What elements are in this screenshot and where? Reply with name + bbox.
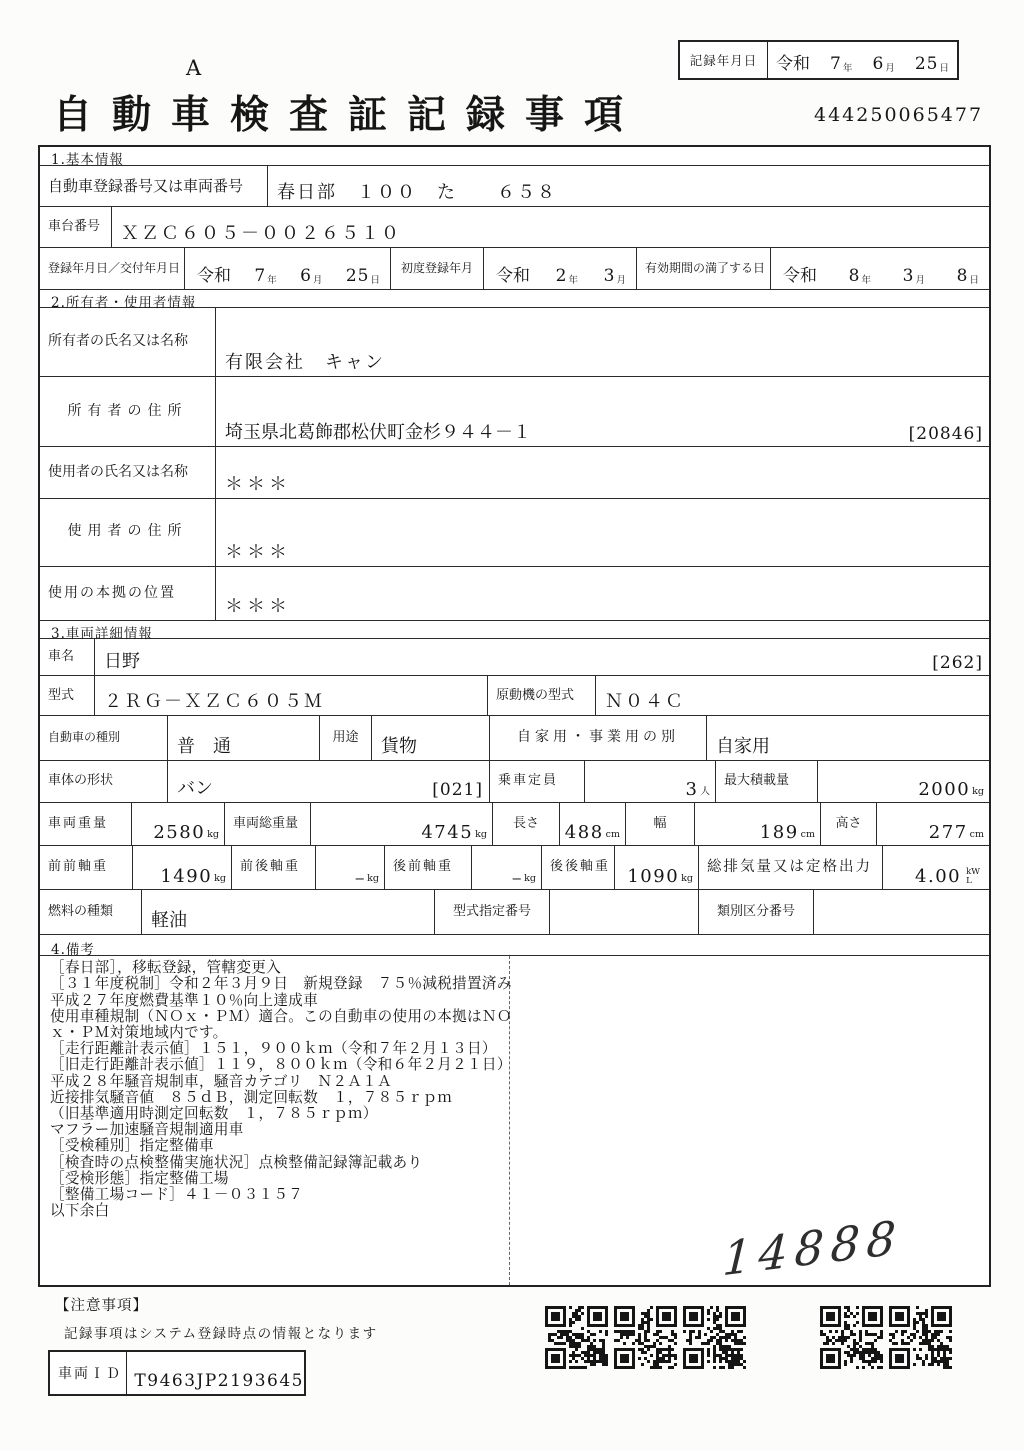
handwritten-number: 14888 [720,1209,904,1287]
remark-line: ［受検形態］指定整備工場 [50,1169,229,1187]
owner-address-value-cell [216,377,989,446]
width-label: 幅 [626,803,695,845]
vehicle-weight-value [132,803,225,845]
axle-ff-value [133,846,232,890]
axle-fr-number: − [354,872,366,888]
remarks-row [40,956,989,1285]
length-label: 長さ [493,803,560,845]
ownership-label: 自家用・事業用の別 [490,716,707,760]
first-registration-era: 令和 [496,265,530,286]
kg-unit: kg [214,873,226,885]
ownership-value: 自家用 [716,735,770,757]
expiry-date-value [771,248,989,289]
axle-rf-number: − [511,872,523,888]
fuel-value: 軽油 [142,890,435,934]
base-location-row [40,567,989,622]
car-name-value: 日野 [104,651,140,673]
displacement-label: 総排気量又は定格出力 [699,846,883,890]
remark-line: ［３１年度税制］令和２年３月９日 新規登録 ７５％減税措置済み [50,975,512,993]
gross-weight-number: 4745 [421,821,474,843]
kg-unit: kg [681,873,693,885]
month-unit: 月 [885,63,895,74]
kg-unit: kg [367,873,379,885]
qr-code [889,1306,952,1369]
expiry-date-label: 有効期間の満了する日 [637,248,771,289]
model-value: ２ＲＧ－ＸＺＣ６０５Ｍ [95,676,488,715]
section1-heading: 1.基本情報 [40,147,989,166]
capacity-label: 乗車定員 [490,761,585,802]
registration-date-label: 登録年月日／交付年月日 [40,248,185,289]
section2-heading: 2.所有者・使用者情報 [40,290,989,308]
class-number-value [814,890,989,934]
vehicle-kind-row [40,716,989,761]
length-value [560,803,626,845]
vehicle-id-box [48,1350,306,1396]
record-date-month [872,54,894,74]
expiry-date-month-num: 3 [902,265,915,286]
axle-rf-value [472,846,542,890]
owner-address-row [40,377,989,447]
remark-line: ［走行距離計表示値］１５１，９００ｋｍ（令和７年２月１３日） [50,1040,497,1058]
user-name-value: ＊＊＊ [225,473,291,495]
qr-code [683,1306,746,1369]
vehicle-kind-value: 普 通 [168,716,320,760]
user-name-label: 使用者の氏名又は名称 [40,447,216,498]
expiry-date-month [903,266,925,286]
record-date-day-num: 25 [914,54,939,74]
axle-ff-label: 前前軸重 [40,846,133,890]
body-shape-label: 車体の形状 [40,761,168,802]
notice-text: 記録事項はシステム登録時点の情報となります [64,1326,378,1342]
remark-line: ［旧走行距離計表示値］１１９，８００ｋｍ（令和６年２月２１日） [50,1056,512,1074]
first-registration-label: 初度登録年月 [391,248,484,289]
type-designation-label: 型式指定番号 [435,890,550,934]
axle-fr-value [316,846,385,890]
page-corner-mark: A [186,56,202,80]
qr-code [545,1306,608,1369]
chassis-number-value: ＸＺＣ６０５－００２６５１０ [121,222,401,244]
registration-date-month-num: 6 [300,265,312,286]
length-number: 488 [564,821,604,843]
expiry-date-day [957,266,979,286]
day-unit: 日 [370,274,380,286]
axle-rr-number: 1090 [627,866,680,888]
car-name-value-cell [95,639,989,675]
kg-unit: kg [207,828,219,840]
remark-line: 以下余白 [50,1202,110,1220]
section4-heading: 4.備考 [40,935,989,956]
owner-address-value: 埼玉県北葛飾郡松伏町金杉９４４－１ [225,422,531,443]
remark-line: マフラー加速騒音規制適用車 [50,1121,244,1139]
type-designation-value [550,890,699,934]
first-registration-year [556,266,578,286]
remark-line: ［検査時の点検整備実施状況］点検整備記録簿記載あり [50,1153,423,1171]
day-unit: 日 [939,63,949,74]
remark-line: ｘ・ＰＭ対策地域内です。 [50,1024,228,1042]
first-registration-month [604,266,626,286]
kg-unit: kg [972,785,984,797]
record-date-year-num: 7 [830,54,842,74]
remark-line: ［整備工場コード］４１－０３１５７ [50,1186,304,1204]
width-value [695,803,821,845]
first-registration-year-num: 2 [555,265,568,286]
car-name-row [40,639,989,676]
cm-unit: cm [800,828,815,840]
owner-name-value: 有限会社 キャン [225,352,385,374]
max-load-label: 最大積載量 [716,761,818,802]
expiry-date-year-num: 8 [848,265,861,286]
record-date-value [768,42,957,78]
axle-rf-label: 後前軸重 [385,846,472,890]
registration-date-day [346,266,380,286]
base-location-label: 使用の本拠の位置 [40,567,216,621]
cm-unit: cm [969,828,984,840]
kw-unit: kW [966,866,980,877]
max-load-number: 2000 [918,778,971,800]
record-date-year [830,54,852,74]
registration-date-era: 令和 [197,265,231,286]
height-value [877,803,989,845]
user-name-row [40,447,989,499]
axle-weights-row [40,846,989,891]
expiry-date-era: 令和 [783,265,817,286]
remarks-list [40,956,510,1285]
cm-unit: cm [605,828,620,840]
expiry-date-year [849,266,871,286]
vehicle-id-label: 車両ＩＤ [50,1352,127,1394]
user-address-label: 使用者の住所 [40,499,216,566]
section3-heading: 3.車両詳細情報 [40,621,989,639]
kg-unit: kg [475,828,487,840]
max-load-value [818,761,989,802]
user-address-value: ＊＊＊ [225,541,291,563]
registration-date-year-num: 7 [254,265,267,286]
vehicle-id-value: T9463JP2193645 [134,1371,304,1391]
document-number: 444250065477 [814,104,984,126]
qr-code [614,1306,677,1369]
year-unit: 年 [842,63,853,74]
first-registration-value [484,248,637,289]
registration-number-label: 自動車登録番号又は車両番号 [40,166,268,206]
axle-rr-value [615,846,699,890]
remark-line: ［受検種別］指定整備車 [50,1137,214,1155]
record-date-label: 記録年月日 [680,42,768,78]
year-unit: 年 [267,274,277,286]
owner-name-label: 所有者の氏名又は名称 [40,308,216,377]
remarks-right-area [510,956,989,1285]
registration-number-value: 春日部 １００ た ６５８ [277,181,557,203]
year-unit: 年 [568,274,578,286]
class-number-label: 類別区分番号 [699,890,814,934]
vehicle-weight-number: 2580 [153,821,206,843]
body-shape-value: バン [177,777,213,799]
month-unit: 月 [915,274,925,286]
remark-line: 使用車種規制（ＮＯｘ・ＰＭ）適合。この自動車の使用の本拠はＮＯ [50,1007,512,1025]
owner-name-row [40,308,989,378]
main-table [38,145,991,1287]
displacement-number: 4.00 [915,866,962,888]
model-row [40,676,989,716]
kg-unit: kg [524,873,536,885]
year-unit: 年 [861,274,871,286]
model-label: 型式 [40,676,95,715]
gross-weight-value [311,803,493,845]
car-name-label: 車名 [40,639,95,675]
capacity-value [585,761,716,802]
chassis-number-label: 車台番号 [40,207,112,247]
kw-per-l-unit [966,868,980,886]
owner-address-code: [20846] [908,424,983,444]
axle-rr-label: 後後軸重 [542,846,615,890]
weights-row [40,803,989,846]
record-date-month-num: 6 [872,54,885,74]
page-title: 自動車検査証記録事項 [53,92,644,138]
capacity-number: 3 [685,778,699,800]
width-number: 189 [759,821,799,843]
chassis-number-row [40,207,989,248]
record-date-box [678,40,959,80]
l-unit: L [966,875,972,886]
registration-date-year [254,266,276,286]
remark-line: 平成２７年度燃費基準１０％向上達成車 [50,991,319,1009]
qr-code [820,1306,883,1369]
month-unit: 月 [312,274,323,286]
registration-date-value [185,248,391,289]
first-registration-month-num: 3 [603,265,616,286]
body-shape-row [40,761,989,803]
user-address-row [40,499,989,567]
dates-row [40,248,989,290]
remark-line: 近接排気騒音値 ８５ｄＢ，測定回転数 １，７８５ｒｐｍ [50,1088,453,1106]
month-unit: 月 [616,274,626,286]
record-date-day [915,54,949,74]
gross-weight-label: 車両総重量 [225,803,311,845]
axle-fr-label: 前後軸重 [232,846,316,890]
engine-model-label: 原動機の型式 [488,676,596,715]
height-number: 277 [928,821,968,843]
vehicle-kind-label: 自動車の種別 [40,716,168,760]
registration-date-month [300,266,322,286]
remark-line: ［春日部］，移転登録，管轄変更入 [50,959,282,977]
notice-heading: 【注意事項】 [55,1298,148,1314]
engine-model-value: Ｎ０４Ｃ [605,691,685,713]
use-label: 用途 [320,716,372,760]
height-label: 高さ [821,803,877,845]
fuel-row [40,890,989,935]
expiry-date-day-num: 8 [956,265,969,286]
day-unit: 日 [969,274,979,286]
vehicle-weight-label: 車両重量 [40,803,132,845]
remark-line: （旧基準適用時測定回転数 １，７８５ｒｐｍ） [50,1105,378,1123]
person-unit: 人 [700,785,710,797]
registration-date-day-num: 25 [345,265,370,286]
displacement-value [883,846,989,890]
body-shape-value-cell [168,761,490,802]
registration-number-row [40,166,989,207]
use-value: 貨物 [372,716,490,760]
fuel-label: 燃料の種類 [40,890,142,934]
record-date-era: 令和 [776,54,810,74]
car-name-code: [262] [932,653,983,674]
axle-ff-number: 1490 [160,866,213,888]
base-location-value: ＊＊＊ [225,596,291,618]
owner-address-label: 所有者の住所 [40,377,216,446]
body-shape-code: [021] [432,779,483,800]
remark-line: 平成２８年騒音規制車，騒音カテゴリ Ｎ２Ａ１Ａ [50,1072,392,1090]
